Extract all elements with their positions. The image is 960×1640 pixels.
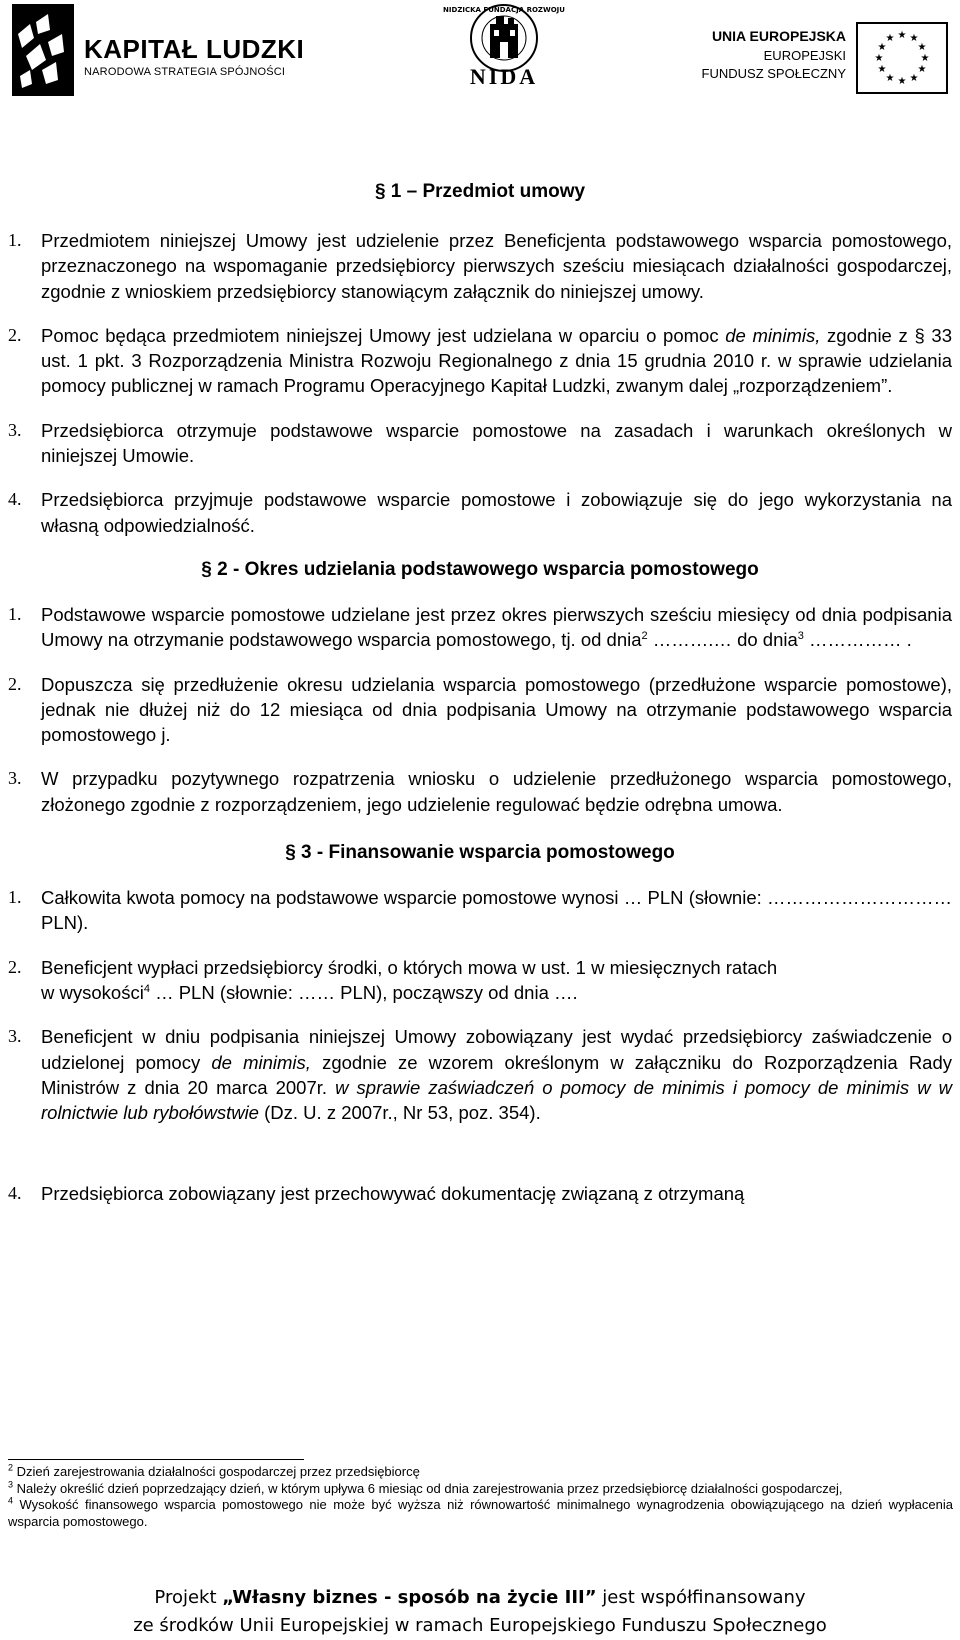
s3-p2-text-a: Beneficjent wypłaci przedsiębiorcy środki, o których mowa w ust. 1 w miesięcznych ratach bbox=[41, 956, 778, 978]
page-header bbox=[0, 0, 960, 110]
s3-p1-number: 1. bbox=[8, 887, 22, 908]
svg-text:★: ★ bbox=[874, 53, 884, 64]
s2-p1-text-b: ……….… do dnia bbox=[652, 629, 798, 651]
footnote-4-mark: 4 bbox=[8, 1495, 14, 1506]
s3-p1-text: Całkowita kwota pomocy na podstawowe wsparcie pomostowe wynosi … PLN (słownie: ………………………… PLN). bbox=[41, 887, 952, 934]
footnotes bbox=[8, 1464, 953, 1530]
s3-p3-number: 3. bbox=[8, 1026, 22, 1047]
nida-name: NIDA bbox=[469, 64, 539, 89]
kapital-ludzki-logo bbox=[12, 4, 312, 100]
svg-text:★: ★ bbox=[897, 30, 907, 41]
footnote-separator bbox=[8, 1459, 304, 1460]
s1-p2-text-b: zgodnie z § 33 ust. 1 pkt. 3 Rozporządzenia Ministra Rozwoju Regionalnego z dnia 15 grudnia 2010 r. w sprawie udzielania pomocy publicznej w ramach Programu Operacyjnego Kapitał Ludzki, zwanym dalej „rozporządzeniem”. bbox=[41, 324, 952, 397]
footnote-2-mark: 2 bbox=[8, 1462, 14, 1473]
footer-project-label: Projekt bbox=[154, 1587, 217, 1608]
svg-text:★: ★ bbox=[885, 73, 895, 84]
footnote-3-text: Należy określić dzień poprzedzający dzień, w którym upływa 6 miesiąc od dnia zarejestrowania przez przedsiębiorcę działalności gospodarczej, bbox=[16, 1480, 843, 1496]
footer-line-1 bbox=[0, 1584, 960, 1612]
s2-p3-number: 3. bbox=[8, 768, 22, 789]
document-body bbox=[0, 180, 960, 1207]
section-1-title: § 1 – Przedmiot umowy bbox=[374, 181, 586, 202]
s1-paragraph-4 bbox=[0, 487, 960, 538]
s3-p2-text-c: … PLN (słownie: …… PLN), począwszy od dnia …. bbox=[155, 981, 578, 1003]
footnote-3 bbox=[8, 1481, 953, 1498]
s2-p2-number: 2. bbox=[8, 673, 22, 694]
svg-text:★: ★ bbox=[897, 76, 907, 87]
svg-text:★: ★ bbox=[885, 33, 895, 44]
footer-project-name: „Własny biznes - sposób na życie III” bbox=[222, 1587, 597, 1608]
s2-paragraph-1 bbox=[0, 602, 960, 653]
footer-line-2: ze środków Unii Europejskiej w ramach Europejskiego Funduszu Społecznego bbox=[133, 1615, 827, 1636]
s2-p1-text-a: Podstawowe wsparcie pomostowe udzielane jest przez okres pierwszych sześciu miesięcy od dnia podpisania Umowy na otrzymanie podstawowego wsparcia pomostowego, tj. od dnia bbox=[41, 603, 952, 651]
s3-p2-number: 2. bbox=[8, 956, 22, 977]
s3-p3-text-b: zgodnie ze wzorem określonym w załączniku do Rozporządzenia Rady Ministrów z dnia 20 marca 2007r. bbox=[41, 1051, 953, 1098]
s3-paragraph-2 bbox=[0, 955, 960, 1006]
s3-paragraph-3 bbox=[0, 1024, 960, 1125]
footnote-ref-3[interactable]: 3 bbox=[797, 630, 804, 643]
nida-logo bbox=[443, 2, 565, 100]
s1-p1-text: Przedmiotem niniejszej Umowy jest udzielenie przez Beneficjenta podstawowego wsparcia pomostowego, przeznaczonego na wspomaganie przedsiębiorcy pierwszych sześciu miesiącach działalności gospodarczej, zgodnie z wnioskiem przedsiębiorcy stanowiącym załącznik do niniejszej umowy. bbox=[41, 230, 952, 302]
s2-p1-number: 1. bbox=[8, 603, 22, 624]
eu-stars-icon bbox=[858, 24, 946, 92]
eu-line1: UNIA EUROPEJSKA bbox=[711, 28, 846, 44]
s2-p2-text: Dopuszcza się przedłużenie okresu udzielania wsparcia pomostowego (przedłużone wsparcie pomostowe), jednak nie dłużej niż do 12 miesiąca od dnia podpisania Umowy na otrzymanie podstawowego wsparcia pomostowego j. bbox=[41, 673, 952, 746]
s1-p3-number: 3. bbox=[8, 419, 22, 440]
s3-p4-number: 4. bbox=[8, 1183, 22, 1204]
footnote-2 bbox=[8, 1464, 953, 1481]
s1-p1-number: 1. bbox=[8, 230, 22, 250]
s1-p2-italic: de minimis, bbox=[725, 324, 821, 346]
footnote-4 bbox=[8, 1497, 953, 1530]
svg-text:★: ★ bbox=[877, 42, 887, 53]
svg-text:★: ★ bbox=[917, 42, 927, 53]
eu-line2: EUROPEJSKI bbox=[763, 48, 846, 63]
s1-p4-number: 4. bbox=[8, 489, 22, 510]
eu-flag bbox=[856, 22, 948, 94]
kapital-ludzki-emblem-icon bbox=[12, 4, 74, 96]
page-footer bbox=[0, 1584, 960, 1640]
s1-paragraph-1 bbox=[0, 228, 960, 304]
s3-p3-text-a: Beneficjent w dniu podpisania niniejszej Umowy zobowiązany jest wydać przedsiębiorcy zaświadczenie o udzielonej pomocy bbox=[41, 1026, 952, 1073]
s3-p2-text-b: w wysokości bbox=[41, 981, 144, 1003]
s1-paragraph-2 bbox=[0, 323, 960, 399]
footnote-3-mark: 3 bbox=[8, 1479, 14, 1490]
svg-text:★: ★ bbox=[917, 64, 927, 75]
s1-p2-number: 2. bbox=[8, 324, 22, 345]
s1-paragraph-3 bbox=[0, 418, 960, 469]
kapital-ludzki-subtitle: NARODOWA STRATEGIA SPÓJNOŚCI bbox=[84, 66, 286, 78]
s3-p3-italic-2: w sprawie zaświadczeń o pomocy de minimis i pomocy de minimis w w rolnictwie lub rybołówstwie bbox=[41, 1076, 952, 1124]
s3-p4-text: Przedsiębiorca zobowiązany jest przechowywać dokumentację związaną z otrzymaną bbox=[41, 1183, 745, 1205]
section-3-title: § 3 - Finansowanie wsparcia pomostowego bbox=[285, 842, 675, 864]
s2-paragraph-2 bbox=[0, 672, 960, 748]
footnote-ref-4[interactable]: 4 bbox=[143, 982, 150, 995]
s1-p3-text: Przedsiębiorca otrzymuje podstawowe wsparcie pomostowe na zasadach i warunkach określonych w niniejszej Umowie. bbox=[41, 419, 952, 467]
s1-p4-text: Przedsiębiorca przyjmuje podstawowe wsparcie pomostowe i zobowiązuje się do jego wykorzystania na własną odpowiedzialność. bbox=[41, 489, 952, 536]
s3-paragraph-4 bbox=[0, 1181, 960, 1206]
s1-p2-text-a: Pomoc będąca przedmiotem niniejszej Umowy jest udzielana w oparciu o pomoc bbox=[41, 324, 719, 346]
svg-text:★: ★ bbox=[920, 53, 930, 64]
footnote-2-text: Dzień zarejestrowania działalności gospodarczej przez przedsiębiorcę bbox=[16, 1464, 420, 1479]
svg-text:★: ★ bbox=[909, 33, 919, 44]
s2-paragraph-3 bbox=[0, 766, 960, 817]
nida-ring-text: NIDZICKA FUNDACJA ROZWOJU bbox=[443, 6, 565, 14]
eu-logo bbox=[686, 22, 956, 100]
s3-paragraph-1 bbox=[0, 885, 960, 936]
footnote-ref-2[interactable]: 2 bbox=[641, 630, 648, 643]
s2-p3-text: W przypadku pozytywnego rozpatrzenia wniosku o udzielenie przedłużonego wsparcia pomostowego, złożonego zgodnie z rozporządzeniem, jego udzielenie regulować będzie odrębna umowa. bbox=[41, 768, 952, 815]
s3-p3-italic-1: de minimis, bbox=[211, 1051, 311, 1073]
kapital-ludzki-title: KAPITAŁ LUDZKI bbox=[84, 34, 305, 64]
eu-line3: FUNDUSZ SPOŁECZNY bbox=[701, 66, 846, 81]
section-2-title: § 2 - Okres udzielania podstawowego wsparcia pomostowego bbox=[201, 558, 759, 580]
nida-castle-emblem-icon bbox=[443, 2, 565, 72]
svg-text:★: ★ bbox=[909, 73, 919, 84]
s3-p3-text-c: (Dz. U. z 2007r., Nr 53, poz. 354). bbox=[264, 1102, 541, 1124]
s2-p1-text-c: …………… . bbox=[809, 629, 912, 651]
footer-cofinanced: jest współfinansowany bbox=[602, 1587, 806, 1608]
svg-text:★: ★ bbox=[877, 64, 887, 75]
footnote-4-text: Wysokość finansowego wsparcia pomostowego nie może być wyższa niż równowartość minimalnego wynagrodzenia obowiązującego na dzień wypłacenia wsparcia pomostowego. bbox=[8, 1497, 953, 1529]
